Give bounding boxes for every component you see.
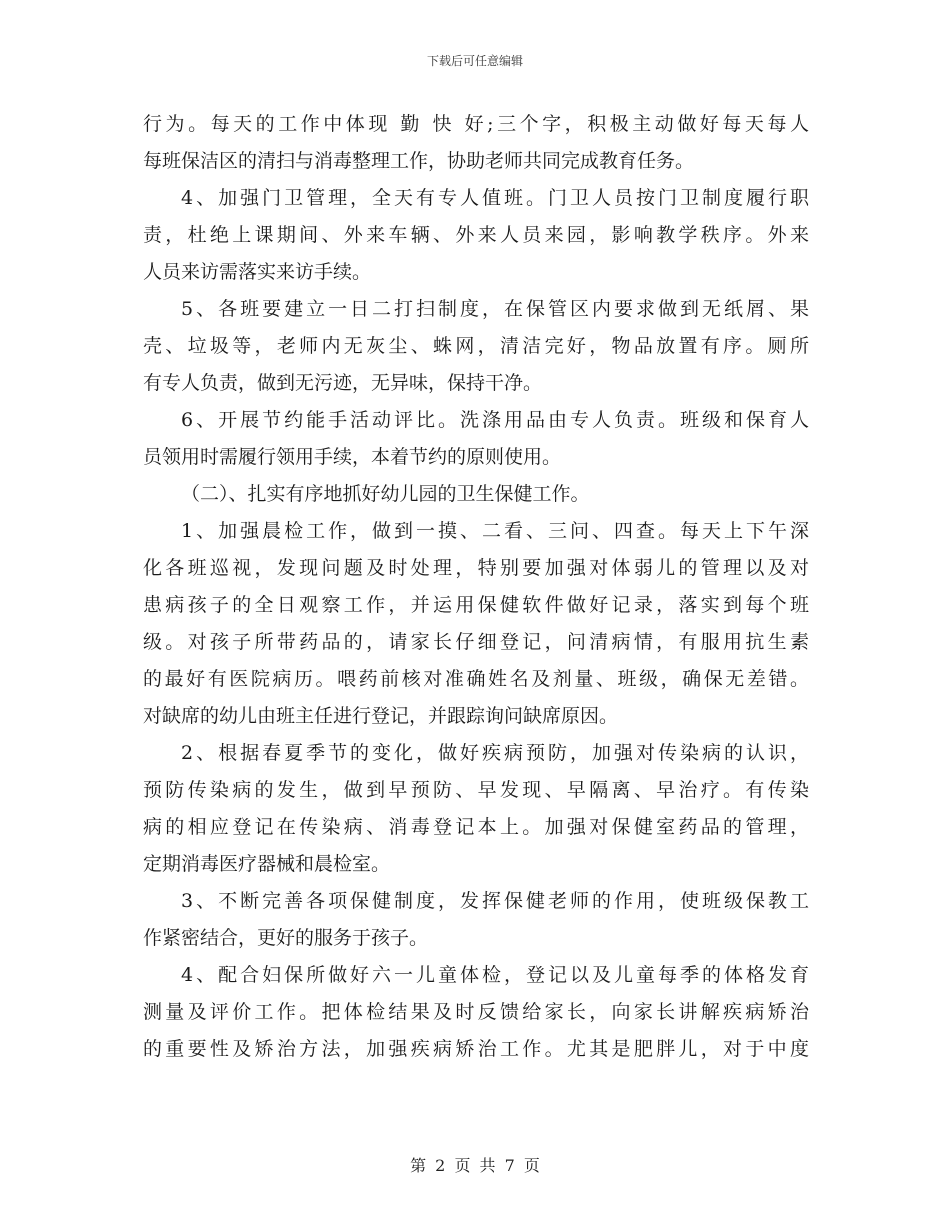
- text-line: 4、配合妇保所做好六一儿童体检，登记以及儿童每季的体格发育: [181, 964, 809, 986]
- text-line: 化各班巡视，发现问题及时处理，特别要加强对体弱儿的管理以及对: [143, 557, 809, 579]
- text-line: 6、开展节约能手活动评比。洗涤用品由专人负责。班级和保育人: [181, 409, 809, 431]
- text-line: 有专人负责，做到无污迹，无异味，保持干净。: [143, 372, 543, 394]
- text-line: 1、加强晨检工作，做到一摸、二看、三问、四查。每天上下午深: [181, 520, 809, 542]
- page-footer: 第 2 页 共 7 页: [410, 1156, 540, 1175]
- text-line: 员领用时需履行领用手续，本着节约的原则使用。: [143, 446, 562, 468]
- text-line: 测量及评价工作。把体检结果及时反馈给家长，向家长讲解疾病矫治: [143, 1001, 809, 1023]
- text-line: 2、根据春夏季节的变化，做好疾病预防，加强对传染病的认识，: [181, 742, 809, 764]
- text-line: 人员来访需落实来访手续。: [143, 261, 372, 283]
- text-line: 的最好有医院病历。喂药前核对准确姓名及剂量、班级，确保无差错。: [143, 668, 809, 690]
- text-line: 的重要性及矫治方法，加强疾病矫治工作。尤其是肥胖儿，对于中度: [143, 1038, 809, 1060]
- document-body: [143, 106, 809, 1068]
- text-line: 病的相应登记在传染病、消毒登记本上。加强对保健室药品的管理，: [143, 816, 809, 838]
- text-line: 预防传染病的发生，做到早预防、早发现、早隔离、早治疗。有传染: [143, 779, 809, 801]
- text-line: 5、各班要建立一日二打扫制度，在保管区内要求做到无纸屑、果: [181, 298, 809, 320]
- text-line: 行为。每天的工作中体现 勤 快 好;三个字，积极主动做好每天每人: [143, 113, 809, 135]
- text-line: 4、加强门卫管理，全天有专人值班。门卫人员按门卫制度履行职: [181, 187, 809, 209]
- text-line: 3、不断完善各项保健制度，发挥保健老师的作用，使班级保教工: [181, 890, 809, 912]
- text-line: 定期消毒医疗器械和晨检室。: [143, 853, 391, 875]
- text-line: 作紧密结合，更好的服务于孩子。: [143, 927, 429, 949]
- text-line: （二）、扎实有序地抓好幼儿园的卫生保健工作。: [181, 483, 590, 505]
- text-line: 责，杜绝上课期间、外来车辆、外来人员来园，影响教学秩序。外来: [143, 224, 809, 246]
- text-line: 每班保洁区的清扫与消毒整理工作，协助老师共同完成教育任务。: [143, 150, 695, 172]
- text-line: 对缺席的幼儿由班主任进行登记，并跟踪询问缺席原因。: [143, 705, 619, 727]
- text-line: 级。对孩子所带药品的，请家长仔细登记，问清病情，有服用抗生素: [143, 631, 809, 653]
- page-header: 下载后可任意编辑: [426, 54, 523, 68]
- text-line: 患病孩子的全日观察工作，并运用保健软件做好记录，落实到每个班: [143, 594, 809, 616]
- text-line: 壳、垃圾等，老师内无灰尘、蛛网，清洁完好，物品放置有序。厕所: [143, 335, 809, 357]
